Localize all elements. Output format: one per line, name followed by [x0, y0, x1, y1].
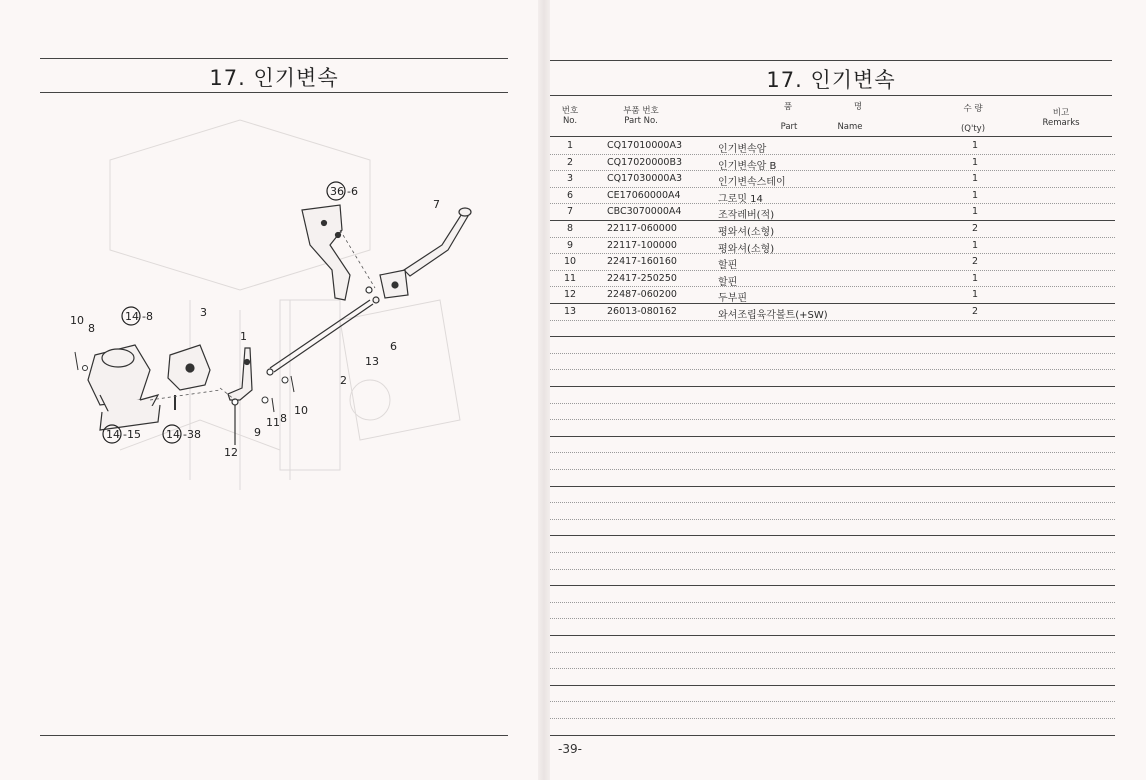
row-qty: 1 — [971, 189, 979, 201]
callout-1: 1 — [240, 330, 247, 343]
blank-row-line — [550, 718, 1115, 719]
callout-8-right: 8 — [280, 412, 287, 425]
table-row — [550, 170, 1115, 188]
callout-14-38-sub: -38 — [183, 428, 201, 441]
callout-3: 3 — [200, 306, 207, 319]
shift-stay — [168, 345, 210, 390]
blank-row-line — [550, 535, 1115, 536]
row-qty: 2 — [971, 306, 979, 317]
blank-row-line — [550, 502, 1115, 503]
table-row — [550, 220, 1115, 238]
parts-diagram — [40, 100, 510, 500]
blank-row-line — [550, 635, 1115, 636]
row-part-no: 26013-080162 — [607, 306, 677, 317]
row-part-name: 와셔조립육각볼트(+SW) — [718, 310, 828, 321]
row-no: 9 — [566, 239, 574, 251]
row-part-name: 두부핀 — [718, 293, 747, 305]
left-page-title: 17. 인기변속 — [209, 66, 339, 90]
page-number: -39- — [558, 742, 582, 756]
row-qty: 1 — [971, 272, 979, 284]
row-no: 2 — [566, 156, 574, 168]
row-part-no: 22117-100000 — [607, 239, 677, 251]
blank-row-line — [550, 469, 1115, 470]
blank-row-line — [550, 552, 1115, 553]
callout-36-sub: -6 — [347, 185, 358, 198]
transmission-housing — [88, 345, 160, 430]
callout-14-15-sub: -15 — [123, 428, 141, 441]
table-row — [550, 303, 1115, 321]
header-no-en: No. — [562, 116, 578, 126]
callout-10-left: 10 — [70, 314, 84, 327]
blank-row-line — [550, 353, 1115, 354]
row-part-no: CBC3070000A4 — [607, 206, 682, 218]
row-part-no: 22487-060200 — [607, 289, 677, 301]
row-part-name: 그로밋 14 — [718, 193, 763, 205]
blank-row-line — [550, 685, 1115, 686]
row-no: 13 — [563, 306, 577, 317]
control-lever — [404, 208, 471, 276]
callout-14-38: 14 — [166, 428, 180, 441]
blank-row-line — [550, 701, 1115, 702]
right-title-bottom-rule — [550, 95, 1112, 96]
row-no: 6 — [566, 189, 574, 201]
header-name-ko-2: 명 — [853, 102, 863, 112]
row-qty: 1 — [971, 173, 979, 185]
callout-13: 13 — [365, 355, 379, 368]
callout-36: 36 — [330, 185, 344, 198]
row-qty: 1 — [971, 239, 979, 251]
header-remarks-en: Remarks — [1042, 118, 1080, 128]
left-bottom-rule — [40, 735, 508, 736]
row-part-name: 평와셔(소형) — [718, 243, 775, 255]
blank-row-line — [550, 569, 1115, 570]
row-qty: 2 — [971, 256, 979, 268]
blank-row-line — [550, 336, 1115, 337]
callout-2: 2 — [340, 374, 347, 387]
callout-11: 11 — [266, 416, 280, 429]
row-part-name: 할핀 — [718, 276, 738, 288]
blank-row-line — [550, 452, 1115, 453]
header-name-ko-1: 품 — [783, 102, 793, 112]
row-part-no: CQ17010000A3 — [607, 140, 683, 151]
row-no: 10 — [563, 256, 577, 268]
row-qty: 1 — [971, 140, 979, 151]
row-part-no: 22117-060000 — [607, 223, 677, 234]
row-qty: 1 — [971, 156, 979, 168]
blank-row-line — [550, 419, 1115, 420]
table-row — [550, 286, 1115, 304]
blank-row-line — [550, 585, 1115, 586]
row-part-no: CQ17020000B3 — [607, 156, 683, 168]
row-part-no: 22417-160160 — [607, 256, 677, 268]
callout-12: 12 — [224, 446, 238, 459]
blank-row-line — [550, 486, 1115, 487]
row-part-name: 인기변속암 — [718, 144, 767, 155]
table-row — [550, 187, 1115, 205]
stay-bracket — [302, 205, 350, 300]
header-qty-en: (Q'ty) — [960, 124, 986, 134]
row-part-name: 할핀 — [718, 260, 738, 272]
row-qty: 1 — [971, 206, 979, 218]
header-remarks-ko: 비고 — [1052, 108, 1070, 118]
header-name-en-2: Name — [837, 122, 863, 132]
table-row — [550, 253, 1115, 271]
callout-10-right: 10 — [294, 404, 308, 417]
row-no: 3 — [566, 173, 574, 185]
blank-row-line — [550, 652, 1115, 653]
head-pin — [232, 399, 238, 445]
header-qty-ko: 수 량 — [963, 104, 983, 114]
row-part-no: 22417-250250 — [607, 272, 677, 284]
row-part-name: 평와셔(소형) — [718, 227, 775, 238]
row-part-no: CQ17030000A3 — [607, 173, 683, 185]
table-row — [550, 237, 1115, 255]
right-page-title: 17. 인기변속 — [766, 68, 896, 92]
row-no: 7 — [566, 206, 574, 218]
row-part-name: 조작레버(적) — [718, 210, 775, 222]
row-no: 1 — [566, 140, 574, 151]
row-no: 8 — [566, 223, 574, 234]
table-row — [550, 203, 1115, 221]
blank-row-line — [550, 519, 1115, 520]
header-part-ko: 부품 번호 — [623, 106, 659, 116]
callout-14-15: 14 — [106, 428, 120, 441]
row-qty: 1 — [971, 289, 979, 301]
title-bottom-rule — [40, 92, 508, 93]
right-page — [548, 0, 1146, 780]
header-no-ko: 번호 — [561, 106, 579, 116]
callout-9: 9 — [254, 426, 261, 439]
left-page — [0, 0, 540, 780]
callout-14-8: 14 — [125, 310, 139, 323]
table-row — [550, 270, 1115, 288]
blank-row-line — [550, 618, 1115, 619]
header-part-en: Part No. — [624, 116, 658, 126]
header-name-en-1: Part — [780, 122, 798, 132]
row-part-name: 인기변속스테이 — [718, 177, 786, 189]
table-row — [550, 154, 1115, 172]
row-no: 11 — [563, 272, 577, 284]
blank-row-line — [550, 602, 1115, 603]
blank-row-line — [550, 403, 1115, 404]
callout-7: 7 — [433, 198, 440, 211]
arm-b-bracket — [373, 270, 408, 303]
row-no: 12 — [563, 289, 577, 301]
callout-14-8-sub: -8 — [142, 310, 153, 323]
title-top-rule — [40, 58, 508, 59]
blank-row-line — [550, 735, 1115, 736]
row-qty: 2 — [971, 223, 979, 234]
blank-row-line — [550, 386, 1115, 387]
table-row — [550, 137, 1115, 155]
right-title-top-rule — [550, 60, 1112, 61]
blank-row-line — [550, 668, 1115, 669]
blank-row-line — [550, 436, 1115, 437]
blank-row-line — [550, 369, 1115, 370]
row-part-name: 인기변속암 B — [718, 160, 777, 172]
callout-6: 6 — [390, 340, 397, 353]
row-part-no: CE17060000A4 — [607, 189, 681, 201]
callout-8-left: 8 — [88, 322, 95, 335]
